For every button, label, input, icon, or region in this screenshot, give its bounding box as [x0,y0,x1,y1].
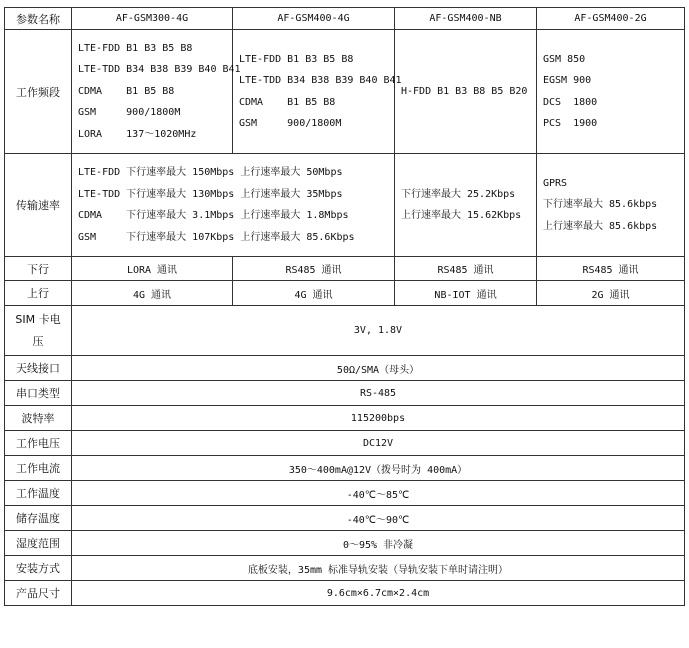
downlink-value: RS485 通讯 [537,257,685,281]
rate-line: LTE-FDD 下行速率最大 150Mbps 上行速率最大 50Mbps [78,167,343,178]
current-value: 350～400mA@12V（拨号时为 400mA） [72,456,685,481]
sim-voltage-label-line: 压 [32,334,44,348]
frequency-line: H-FDD B1 B3 B8 B5 B20 [401,85,528,97]
frequency-line: CDMA B1 B5 B8 [78,85,175,97]
voltage-row [5,431,685,456]
rate-line: GSM 下行速率最大 107Kbps 上行速率最大 85.6Kbps [78,231,355,243]
dimensions-value: 9.6cm×6.7cm×2.4cm [72,581,685,606]
baud-rate-label: 波特率 [5,406,72,431]
rate-line: 下行速率最大 85.6kbps [543,199,658,211]
frequency-line: GSM 900/1800M [78,107,181,119]
storage-temp-label: 储存温度 [5,506,72,531]
rate-cell [395,154,537,257]
uplink-value: 2G 通讯 [537,281,685,306]
frequency-line: LTE-TDD B34 B38 B39 B40 B41 [78,64,241,76]
uplink-value: 4G 通讯 [72,281,233,306]
downlink-row [5,257,685,281]
rate-row [5,154,685,257]
voltage-value: DC12V [72,431,685,456]
frequency-cell [72,30,241,154]
frequency-row [5,30,685,154]
rate-line: LTE-TDD 下行速率最大 130Mbps 上行速率最大 35Mbps [78,188,343,200]
downlink-value: LORA 通讯 [72,257,233,281]
frequency-line: CDMA B1 B5 B8 [239,96,336,108]
serial-type-label: 串口类型 [5,381,72,406]
humidity-value: 0～95% 非冷凝 [72,531,685,556]
installation-value: 底板安装，35mm 标准导轨安装（导轨安装下单时请注明） [72,556,685,581]
downlink-value: RS485 通讯 [395,257,537,281]
antenna-row [5,356,685,381]
sim-voltage-value: 3V, 1.8V [72,306,685,356]
rate-cell [72,154,395,257]
model-header: AF-GSM400-2G [537,8,685,30]
installation-label: 安装方式 [5,556,72,581]
baud-rate-row [5,406,685,431]
frequency-line: LTE-FDD B1 B3 B5 B8 [78,42,193,54]
frequency-line: GSM 900/1800M [239,118,342,129]
frequency-line: LTE-FDD B1 B3 B5 B8 [239,53,354,65]
frequency-cell [537,30,685,154]
operating-temp-value: -40℃～85℃ [72,481,685,506]
rate-line: GPRS [543,177,568,189]
current-label: 工作电流 [5,456,72,481]
rate-label: 传输速率 [5,154,72,257]
installation-row [5,556,685,581]
antenna-label: 天线接口 [5,356,72,381]
serial-type-row [5,381,685,406]
storage-temp-row [5,506,685,531]
frequency-line: DCS 1800 [543,96,598,108]
baud-rate-value: 115200bps [72,406,685,431]
rate-cell [537,154,685,257]
uplink-value: NB-IOT 通讯 [395,281,537,306]
frequency-label: 工作频段 [5,30,72,154]
uplink-row [5,281,685,306]
humidity-label: 湿度范围 [5,531,72,556]
frequency-line: LORA 137～1020MHz [78,128,197,140]
param-name-header: 参数名称 [5,8,72,30]
uplink-label: 上行 [5,281,72,306]
rate-line: 上行速率最大 15.62Kbps [401,210,522,221]
serial-type-value: RS-485 [72,381,685,406]
frequency-cell [395,30,537,154]
operating-temp-row [5,481,685,506]
frequency-line: PCS 1900 [543,118,598,129]
rate-line: 下行速率最大 25.2Kbps [401,188,516,200]
dimensions-row [5,581,685,606]
current-row [5,456,685,481]
uplink-value: 4G 通讯 [233,281,395,306]
rate-line: CDMA 下行速率最大 3.1Mbps 上行速率最大 1.8Mbps [78,210,349,221]
humidity-row [5,531,685,556]
sim-voltage-row [5,306,685,356]
storage-temp-value: -40℃～90℃ [72,506,685,531]
model-header: AF-GSM300-4G [72,8,233,30]
frequency-line: GSM 850 [543,53,586,65]
voltage-label: 工作电压 [5,431,72,456]
downlink-label: 下行 [5,257,72,281]
model-header: AF-GSM400-NB [395,8,537,30]
frequency-line: LTE-TDD B34 B38 B39 B40 B41 [239,75,402,86]
spec-table [4,7,685,606]
frequency-line: EGSM 900 [543,75,592,86]
rate-line: 上行速率最大 85.6kbps [543,220,658,232]
header-row [5,8,685,30]
antenna-value: 50Ω/SMA（母头） [72,356,685,381]
dimensions-label: 产品尺寸 [5,581,72,606]
model-header: AF-GSM400-4G [233,8,395,30]
operating-temp-label: 工作温度 [5,481,72,506]
downlink-value: RS485 通讯 [233,257,395,281]
frequency-cell [233,30,402,154]
sim-voltage-label [5,306,72,356]
sim-voltage-label-line: SIM 卡电 [15,312,61,326]
